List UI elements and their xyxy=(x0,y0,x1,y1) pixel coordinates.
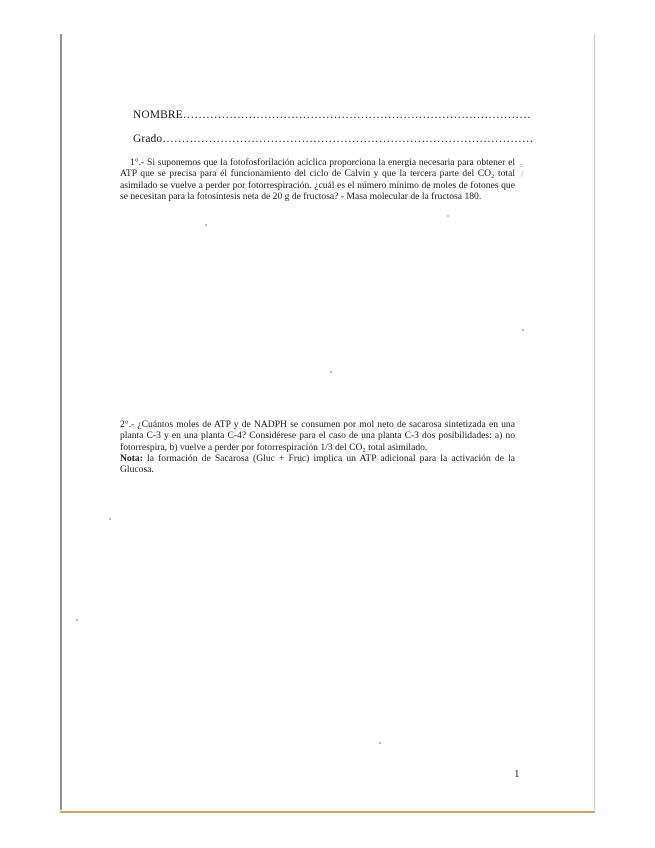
question-1: 1°.- Si suponemos que la fotofosforilación acíclica proporciona la energía necesaria para obtener el ATP que se precisa para él funcionamiento del ciclo de Calvin y que la tercera parte del CO₂ total asimilado se vuelve a perder por fotorrespiración. ¿cuál es el número mínimo de moles de fotones que se necesitan para la fotosíntesis neta de 20 g de fructosa? - Masa molecular de la fructosa 180. xyxy=(120,157,515,202)
scan-speck xyxy=(109,518,111,520)
scan-speck xyxy=(76,619,78,621)
nombre-field: NOMBRE……………………………………………………………………………… xyxy=(133,109,531,121)
page-left-edge xyxy=(60,34,62,810)
page-number: 1 xyxy=(514,768,520,780)
question-2 xyxy=(120,419,515,475)
page-bottom-edge xyxy=(60,811,595,813)
note-text: la formación de Sacarosa (Gluc + Fruc) implica un ATP adicional para la activación de la Glucosa. xyxy=(120,452,515,476)
page-right-edge xyxy=(594,34,595,810)
margin-scribble: 〟 xyxy=(519,159,527,168)
question-2-text: 2°.- ¿Cuántos moles de ATP y de NADPH se consumen por mol neto de sacarosa sintetizada en una planta C-3 y en una planta C-4? Considérese para el caso de una planta C-3 dos posibilidades: a) no fotorrespira, b) vuelve a perder por fotorrespiración 1/3 del CO₂ total asimilado. xyxy=(120,419,515,453)
scan-speck xyxy=(379,742,381,744)
scan-speck xyxy=(205,224,207,226)
scan-speck xyxy=(330,371,332,373)
note-label: Nota: xyxy=(120,452,143,464)
scan-speck xyxy=(447,215,449,217)
margin-scribble: / xyxy=(521,170,524,179)
grado-field: Grado…………………………………………………………………………………… xyxy=(133,133,534,145)
scan-speck xyxy=(522,329,524,331)
